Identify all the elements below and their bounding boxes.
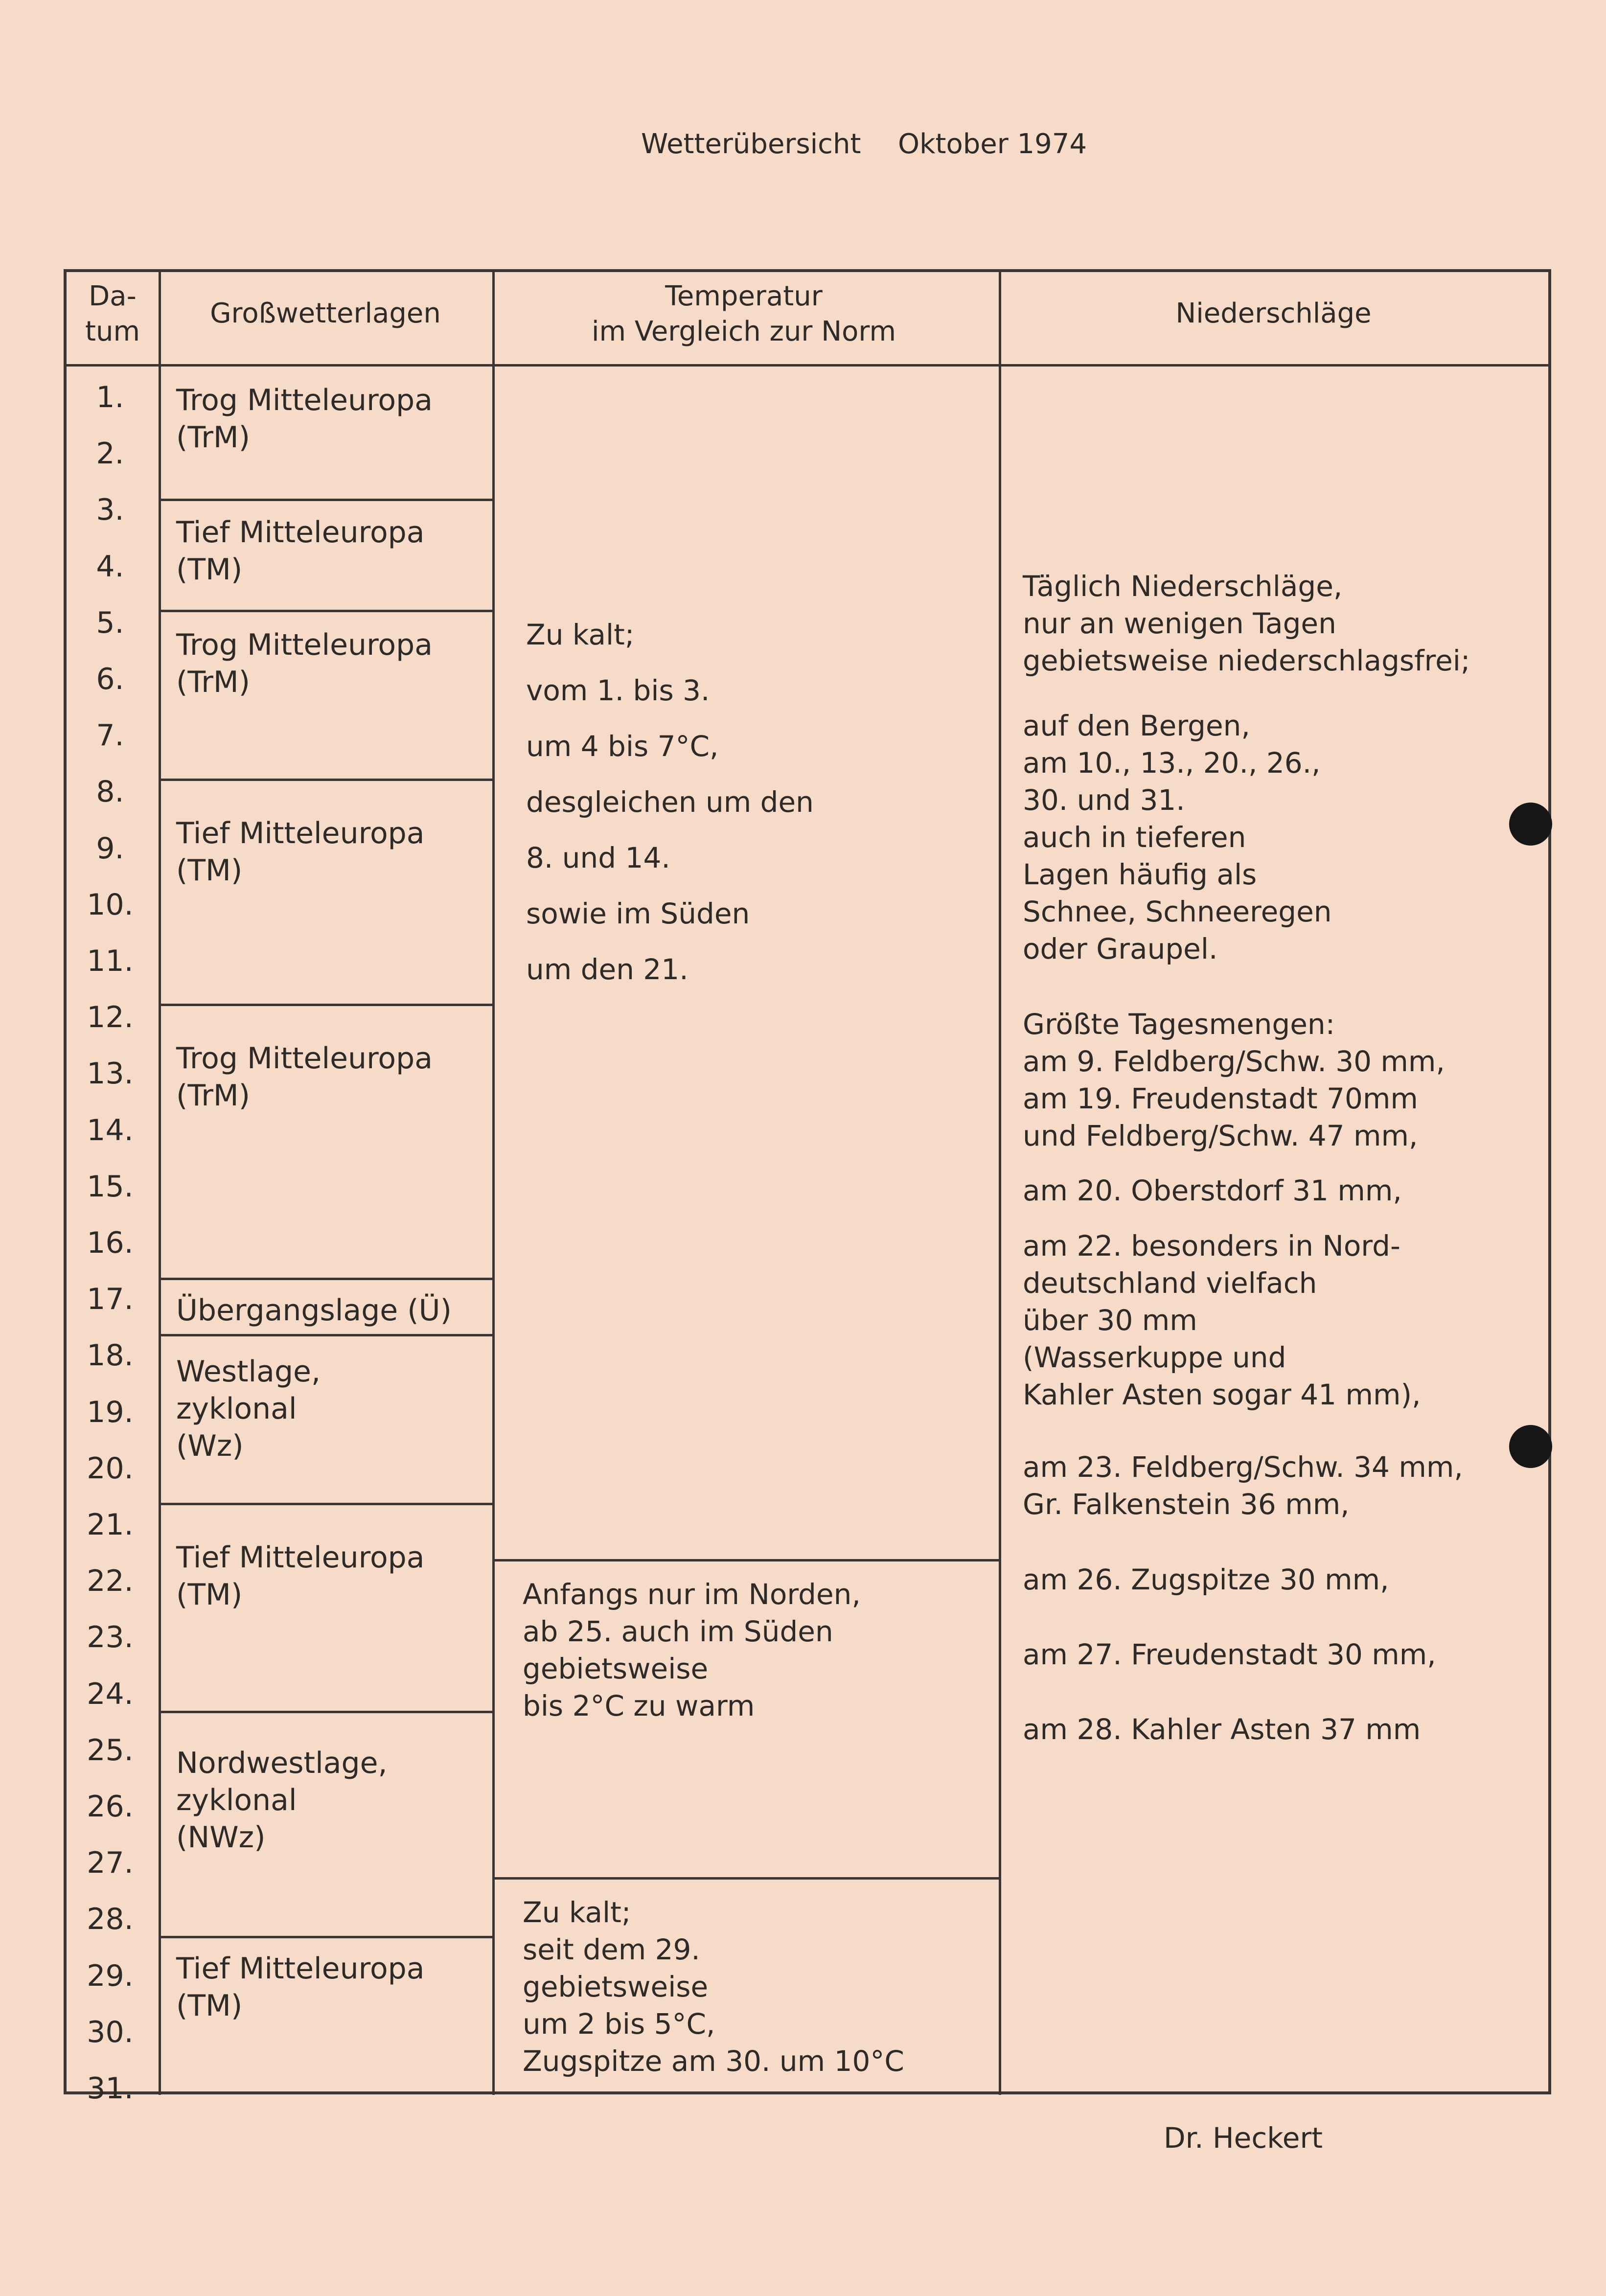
nieder-line: am 9. Feldberg/Schw. 30 mm, — [1023, 1045, 1445, 1078]
nieder-line: am 23. Feldberg/Schw. 34 mm, — [1023, 1450, 1463, 1484]
gwl-sep — [159, 1278, 492, 1280]
gwl-entry — [176, 1040, 433, 1114]
temp-line: desgleichen um den — [526, 785, 814, 819]
day-number: 1. — [96, 380, 124, 414]
nieder-line: (Wasserkuppe und — [1023, 1341, 1286, 1374]
header-datum-line2: tum — [85, 316, 140, 347]
day-number: 12. — [87, 1000, 134, 1034]
header-grosswetterlagen: Großwetterlagen — [210, 298, 441, 329]
temp-line: vom 1. bis 3. — [526, 674, 710, 707]
gwl-line: Tief Mitteleuropa — [176, 1952, 425, 1986]
day-number: 22. — [87, 1564, 134, 1598]
nieder-para-6 — [1023, 1448, 1463, 1523]
col-sep-3 — [999, 272, 1001, 2095]
nieder-para-2 — [1023, 707, 1332, 967]
nieder-line: oder Graupel. — [1023, 932, 1218, 965]
gwl-line: zyklonal — [176, 1783, 297, 1817]
temp-sep — [492, 1877, 999, 1880]
gwl-entry — [176, 1745, 388, 1856]
day-number: 30. — [87, 2015, 134, 2049]
gwl-line: (TM) — [176, 853, 243, 888]
day-number: 31. — [87, 2071, 134, 2106]
header-temperatur-line2: im Vergleich zur Norm — [591, 316, 896, 347]
gwl-line: (TrM) — [176, 665, 251, 699]
gwl-line: (Wz) — [176, 1429, 244, 1463]
temp-line: 8. und 14. — [526, 841, 670, 874]
day-number: 28. — [87, 1902, 134, 1936]
temp-line: sowie im Süden — [526, 897, 750, 930]
header-separator — [67, 364, 1549, 367]
gwl-line: (NWz) — [176, 1820, 266, 1855]
day-number: 7. — [96, 718, 124, 753]
day-number: 24. — [87, 1677, 134, 1711]
day-number: 10. — [87, 888, 134, 922]
day-number: 13. — [87, 1056, 134, 1091]
day-number: 18. — [87, 1338, 134, 1373]
gwl-entry — [176, 1353, 321, 1465]
signature: Dr. Heckert — [1164, 2121, 1323, 2155]
nieder-line: auf den Bergen, — [1023, 709, 1250, 742]
gwl-sep — [159, 779, 492, 781]
gwl-entry — [176, 514, 425, 588]
gwl-line: Westlage, — [176, 1355, 321, 1389]
temp-line: um 2 bis 5°C, — [523, 2007, 715, 2041]
nieder-para-5 — [1023, 1227, 1421, 1413]
day-number: 2. — [96, 436, 124, 471]
gwl-entry — [176, 815, 425, 889]
temp-sep — [492, 1559, 999, 1561]
temp-line: Zugspitze am 30. um 10°C — [523, 2044, 904, 2078]
gwl-sep — [159, 610, 492, 612]
gwl-line: Trog Mitteleuropa — [176, 628, 433, 662]
gwl-entry — [176, 382, 433, 456]
day-number: 19. — [87, 1395, 134, 1429]
gwl-line: (TM) — [176, 1578, 243, 1612]
nieder-line: 30. und 31. — [1023, 783, 1185, 817]
day-number: 15. — [87, 1170, 134, 1204]
page-period: Oktober 1974 — [898, 128, 1087, 160]
day-number: 6. — [96, 662, 124, 696]
gwl-line: Tief Mitteleuropa — [176, 816, 425, 850]
header-temperatur-line1: Temperatur — [665, 280, 823, 312]
nieder-line: am 22. besonders in Nord- — [1023, 1229, 1400, 1263]
temp-block-1 — [526, 607, 814, 997]
day-number: 11. — [87, 944, 134, 978]
gwl-sep — [159, 1334, 492, 1336]
gwl-line: Tief Mitteleuropa — [176, 1540, 425, 1575]
gwl-line: Übergangslage (Ü) — [176, 1293, 452, 1328]
nieder-line: gebietsweise niederschlagsfrei; — [1023, 644, 1470, 677]
gwl-entry — [176, 626, 433, 701]
nieder-line: am 10., 13., 20., 26., — [1023, 746, 1321, 780]
day-number: 8. — [96, 775, 124, 809]
nieder-line: Schnee, Schneeregen — [1023, 895, 1332, 928]
gwl-line: Tief Mitteleuropa — [176, 515, 425, 550]
nieder-para-8: am 27. Freudenstadt 30 mm, — [1023, 1638, 1436, 1671]
punch-hole-icon — [1509, 1425, 1552, 1468]
temp-line: ab 25. auch im Süden — [523, 1615, 833, 1648]
nieder-line: Größte Tagesmengen: — [1023, 1008, 1335, 1041]
header-niederschlaege: Niederschläge — [1175, 298, 1372, 329]
day-number: 27. — [87, 1846, 134, 1880]
nieder-para-7: am 26. Zugspitze 30 mm, — [1023, 1563, 1389, 1596]
nieder-line: Kahler Asten sogar 41 mm), — [1023, 1378, 1421, 1411]
temp-line: um den 21. — [526, 953, 688, 986]
nieder-line: auch in tieferen — [1023, 821, 1246, 854]
gwl-line: (TM) — [176, 1989, 243, 2023]
day-number: 26. — [87, 1790, 134, 1824]
gwl-sep — [159, 1004, 492, 1006]
nieder-line: Täglich Niederschläge, — [1023, 570, 1343, 603]
temp-line: um 4 bis 7°C, — [526, 730, 719, 763]
nieder-line: am 20. Oberstdorf 31 mm, — [1023, 1174, 1402, 1207]
nieder-line: Lagen häufig als — [1023, 858, 1257, 891]
day-number: 21. — [87, 1508, 134, 1542]
nieder-line: am 19. Freudenstadt 70mm — [1023, 1082, 1418, 1115]
page-title: Wetterübersicht — [641, 128, 861, 160]
nieder-line: über 30 mm — [1023, 1304, 1197, 1337]
gwl-line: zyklonal — [176, 1392, 297, 1426]
punch-hole-icon — [1509, 803, 1552, 846]
temp-line: seit dem 29. — [523, 1933, 700, 1966]
nieder-line: nur an wenigen Tagen — [1023, 607, 1336, 640]
temp-line: gebietsweise — [523, 1652, 709, 1685]
nieder-para-3 — [1023, 1006, 1445, 1154]
day-number: 5. — [96, 606, 124, 640]
col-sep-2 — [492, 272, 495, 2095]
day-number: 20. — [87, 1451, 134, 1486]
gwl-line: (TM) — [176, 552, 243, 587]
gwl-entry — [176, 1292, 452, 1329]
nieder-line: deutschland vielfach — [1023, 1266, 1317, 1300]
day-number: 17. — [87, 1282, 134, 1316]
gwl-line: Trog Mitteleuropa — [176, 1041, 433, 1076]
temp-line: gebietsweise — [523, 1970, 709, 2003]
temp-line: Anfangs nur im Norden, — [523, 1578, 861, 1611]
header-temperatur — [492, 279, 996, 349]
nieder-para-9: am 28. Kahler Asten 37 mm — [1023, 1713, 1421, 1746]
temp-block-2 — [523, 1576, 861, 1724]
day-number: 14. — [87, 1113, 134, 1148]
gwl-line: (TrM) — [176, 1079, 251, 1113]
day-number: 3. — [96, 493, 124, 527]
gwl-entry — [176, 1539, 425, 1613]
temp-line: Zu kalt; — [526, 618, 635, 651]
header-datum — [69, 279, 157, 349]
nieder-para-1 — [1023, 568, 1470, 679]
temp-line: bis 2°C zu warm — [523, 1689, 755, 1722]
day-number: 9. — [96, 831, 124, 866]
gwl-entry — [176, 1950, 425, 2024]
day-number: 23. — [87, 1620, 134, 1654]
col-sep-1 — [159, 272, 161, 2095]
gwl-line: (TrM) — [176, 420, 251, 455]
day-number: 16. — [87, 1226, 134, 1260]
nieder-line: und Feldberg/Schw. 47 mm, — [1023, 1119, 1418, 1152]
gwl-line: Trog Mitteleuropa — [176, 383, 433, 417]
day-number: 25. — [87, 1733, 134, 1768]
header-datum-line1: Da- — [89, 280, 137, 312]
gwl-sep — [159, 499, 492, 501]
temp-line: Zu kalt; — [523, 1896, 631, 1929]
gwl-line: Nordwestlage, — [176, 1746, 388, 1780]
nieder-line: Gr. Falkenstein 36 mm, — [1023, 1488, 1350, 1521]
gwl-sep — [159, 1936, 492, 1938]
gwl-sep — [159, 1503, 492, 1505]
nieder-para-4 — [1023, 1172, 1402, 1209]
temp-block-3 — [523, 1894, 904, 2080]
day-number: 29. — [87, 1959, 134, 1993]
gwl-sep — [159, 1711, 492, 1713]
day-number: 4. — [96, 550, 124, 584]
